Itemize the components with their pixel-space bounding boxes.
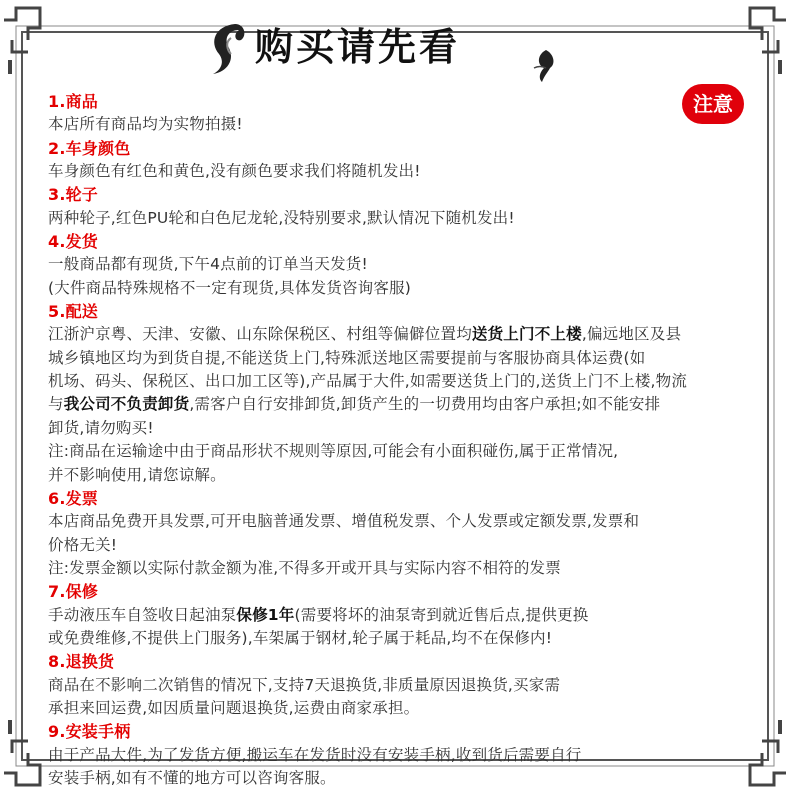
body-text: 价格无关!: [48, 535, 118, 554]
section-heading: 7.保修: [48, 582, 99, 602]
section-heading: 6.发票: [48, 488, 99, 508]
page-title: 购买请先看: [255, 24, 461, 69]
emphasis-text: 保修1年: [236, 605, 295, 624]
attention-badge: 注意: [682, 84, 744, 124]
section-text-line: [48, 207, 748, 230]
section-text-line: [48, 417, 748, 440]
section-heading: 9.安装手柄: [48, 722, 131, 742]
section-text-line: [48, 557, 748, 580]
body-text: 安装手柄,如有不懂的地方可以咨询客服。: [48, 768, 336, 787]
ink-drop-icon: [532, 48, 558, 84]
body-text: 并不影响使用,请您谅解。: [48, 465, 226, 484]
section-heading: 1.商品: [48, 92, 99, 111]
section-text-line: [48, 510, 748, 533]
body-text: 注:商品在运输途中由于商品形状不规则等原因,可能会有小面积碰伤,属于正常情况,: [48, 442, 619, 461]
section-text-line: [48, 697, 748, 720]
body-text: 机场、码头、保税区、出口加工区等),产品属于大件,如需要送货上门的,送货上门不上楼,物流: [48, 372, 688, 391]
emphasis-text: 我公司不负责卸货: [63, 395, 190, 414]
section-text-line: [48, 767, 748, 790]
body-text: (需要将坏的油泵寄到就近售后点,提供更换: [294, 605, 589, 624]
body-text: 承担来回运费,如因质量问题退换货,运费由商家承担。: [48, 698, 420, 717]
section-text-line: [48, 113, 748, 136]
body-text: 本店商品免费开具发票,可开电脑普通发票、增值税发票、个人发票或定额发票,发票和: [48, 512, 640, 531]
section-text-line: [48, 347, 748, 370]
body-text: 由于产品大件,为了发货方便,搬运车在发货时没有安装手柄,收到货后需要自行: [48, 745, 582, 764]
body-text: 卸货,请勿购买!: [48, 418, 154, 437]
section-text-line: [48, 464, 748, 487]
body-text: 与: [48, 395, 64, 414]
section-text-line: [48, 393, 748, 416]
body-text: 注:发票金额以实际付款金额为准,不得多开或开具与实际内容不相符的发票: [48, 558, 561, 577]
body-text: 城乡镇地区均为到货自提,不能送货上门,特殊派送地区需要提前与客服协商具体运费(如: [48, 348, 646, 367]
section-text-line: [48, 627, 748, 650]
section-text-line: [48, 534, 748, 557]
notice-content: [48, 90, 748, 790]
emphasis-text: 送货上门不上楼: [471, 325, 582, 344]
body-text: (大件商品特殊规格不一定有现货,具体发货咨询客服): [48, 278, 412, 297]
section-heading: 8.退换货: [48, 652, 115, 672]
body-text: 或免费维修,不提供上门服务),车架属于钢材,轮子属于耗品,均不在保修内!: [48, 628, 553, 647]
section-heading: 3.轮子: [48, 185, 99, 205]
section-heading: 4.发货: [48, 232, 99, 252]
section-text-line: [48, 160, 748, 183]
body-text: 一般商品都有现货,下午4点前的订单当天发货!: [48, 255, 368, 274]
body-text: 手动液压车自签收日起油泵: [48, 605, 237, 624]
body-text: 商品在不影响二次销售的情况下,支持7天退换货,非质量原因退换货,买家需: [48, 675, 561, 694]
body-text: ,需客户自行安排卸货,卸货产生的一切费用均由客户承担;如不能安排: [189, 395, 661, 414]
section-text-line: [48, 604, 748, 627]
section-text-line: [48, 277, 748, 300]
body-text: 车身颜色有红色和黄色,没有颜色要求我们将随机发出!: [48, 162, 421, 181]
body-text: 江浙沪京粤、天津、安徽、山东除保税区、村组等偏僻位置均: [48, 325, 472, 344]
section-text-line: [48, 674, 748, 697]
section-text-line: [48, 253, 748, 276]
section-heading: 2.车身颜色: [48, 138, 131, 158]
body-text: 两种轮子,红色PU轮和白色尼龙轮,没特别要求,默认情况下随机发出!: [48, 208, 515, 227]
brush-stroke-icon: [205, 20, 249, 76]
section-text-line: [48, 744, 748, 767]
body-text: ,偏远地区及县: [581, 325, 682, 344]
section-text-line: [48, 370, 748, 393]
body-text: 本店所有商品均为实物拍摄!: [48, 115, 243, 134]
section-text-line: [48, 323, 748, 346]
section-heading: 5.配送: [48, 302, 99, 322]
section-text-line: [48, 440, 748, 463]
